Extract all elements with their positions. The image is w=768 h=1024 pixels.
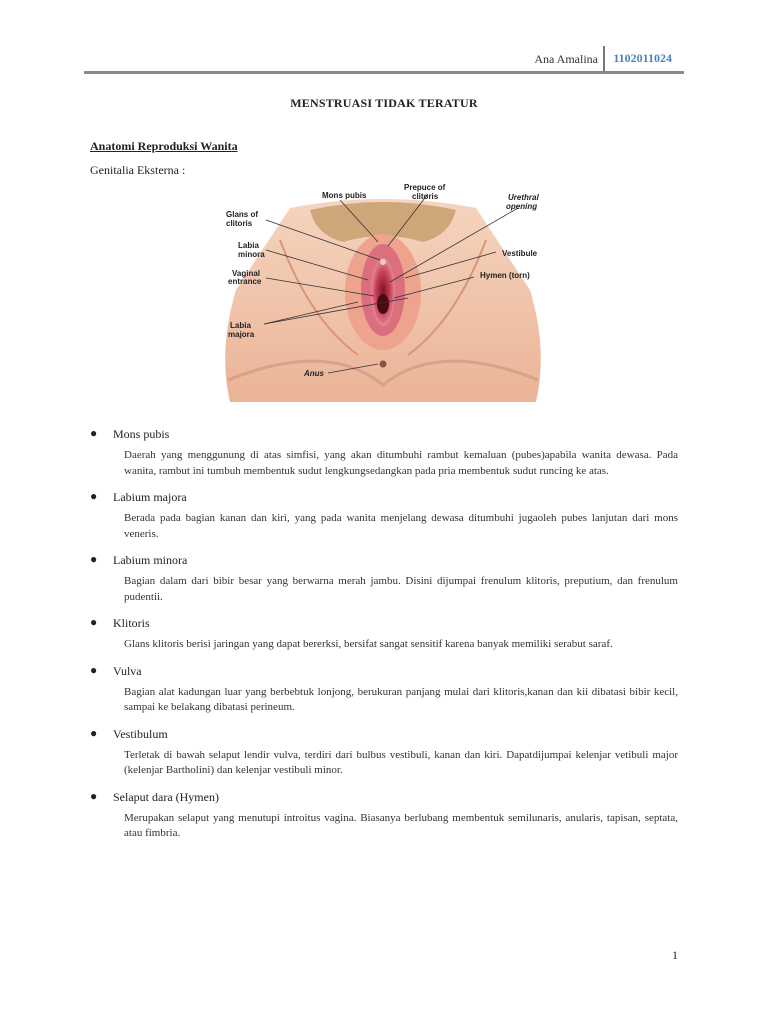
list-item	[90, 426, 678, 479]
label-glans-line1: Glans of	[226, 210, 259, 219]
list-item-description: Glans klitoris berisi jaringan yang dapat bererksi, bersifat sangat sensitif karena banyak memiliki serabut saraf.	[124, 638, 613, 650]
page-number: 1	[672, 948, 678, 962]
anatomy-illustration	[218, 180, 548, 402]
label-vaginal-line1: Vaginal	[232, 269, 261, 278]
list-item-description: Terletak di bawah selaput lendir vulva, terdiri dari bulbus vestibuli, kanan dan kiri. Dapatdijumpai kelenjar vetibuli major (kelenjar Bartholini) dan kelenjar vestibuli minor.	[124, 748, 678, 776]
subheading: Genitalia Eksterna :	[90, 163, 186, 177]
label-glans-line2: clitoris	[226, 219, 253, 228]
list-item	[90, 726, 678, 779]
label-labia-majora-line1: Labia	[230, 321, 251, 330]
label-vestibule: Vestibule	[502, 249, 538, 258]
list-item-description: Berada pada bagian kanan dan kiri, yang pada wanita menjelang dewasa ditumbuhi jugaoleh pubes lanjutan dari mons veneris.	[124, 512, 678, 540]
anatomy-list	[90, 426, 678, 842]
label-hymen: Hymen (torn)	[480, 271, 530, 280]
list-item-term: Vulva	[113, 663, 142, 678]
list-item	[90, 489, 678, 542]
label-labia-majora-line2: majora	[228, 330, 255, 339]
list-item-term: Mons pubis	[113, 427, 170, 441]
section-heading: Anatomi Reproduksi Wanita	[90, 139, 238, 153]
list-item	[90, 552, 678, 605]
header-doc-number: 1102011024	[613, 51, 672, 65]
bullet-icon: ●	[90, 788, 98, 803]
page-header	[84, 42, 684, 74]
document-title: MENSTRUASI TIDAK TERATUR	[290, 96, 478, 110]
header-separator	[603, 46, 605, 72]
bullet-icon: ●	[90, 725, 98, 740]
list-item-description: Bagian dalam dari bibir besar yang berwarna merah jambu. Disini dijumpai frenulum klitoris, preputium, dan frenulum pudentii.	[124, 575, 678, 603]
list-item-term: Labium majora	[113, 490, 187, 504]
list-item-description: Merupakan selaput yang menutupi introitus vagina. Biasanya berlubang membentuk semilunaris, anularis, tapisan, septata, atau fimbria.	[124, 811, 678, 839]
label-labia-minora-line2: minora	[238, 250, 265, 259]
label-prepuce-line2: clitoris	[412, 192, 439, 201]
list-item-term: Labium minora	[113, 553, 188, 567]
list-item-description: Daerah yang menggunung di atas simfisi, yang akan ditumbuhi rambut kemaluan (pubes)apabila wanita dewasa. Pada wanita, rambut ini tumbuh membentuk sudut lengkungsedangkan pada pria membentuk sudut runcing ke atas.	[124, 449, 678, 477]
list-item-term: Vestibulum	[113, 726, 168, 741]
list-item-description: Bagian alat kadungan luar yang berbebtuk lonjong, berukuran panjang mulai dari klitoris,kanan dan kii dibatasi bibir kecil, sampai ke belakang dibatasi perineum.	[124, 685, 678, 713]
label-mons-pubis: Mons pubis	[322, 191, 367, 200]
label-anus: Anus	[304, 369, 324, 378]
bullet-icon: ●	[90, 615, 98, 629]
bullet-icon: ●	[90, 662, 98, 677]
header-rule	[84, 71, 684, 74]
list-item	[90, 663, 678, 716]
label-vaginal-line2: entrance	[228, 277, 262, 286]
bullet-icon: ●	[90, 489, 98, 503]
label-urethral-line2: opening	[506, 202, 538, 211]
label-prepuce-line1: Prepuce of	[404, 183, 446, 192]
header-author: Ana Amalina	[534, 52, 598, 66]
bullet-icon: ●	[90, 552, 98, 566]
label-labia-minora-line1: Labia	[238, 241, 259, 250]
bullet-icon: ●	[90, 426, 98, 440]
label-urethral-line1: Urethral	[508, 193, 539, 202]
list-item-term: Selaput dara (Hymen)	[113, 789, 219, 804]
list-item-term: Klitoris	[113, 616, 150, 630]
list-item	[90, 789, 678, 842]
list-item	[90, 615, 678, 653]
